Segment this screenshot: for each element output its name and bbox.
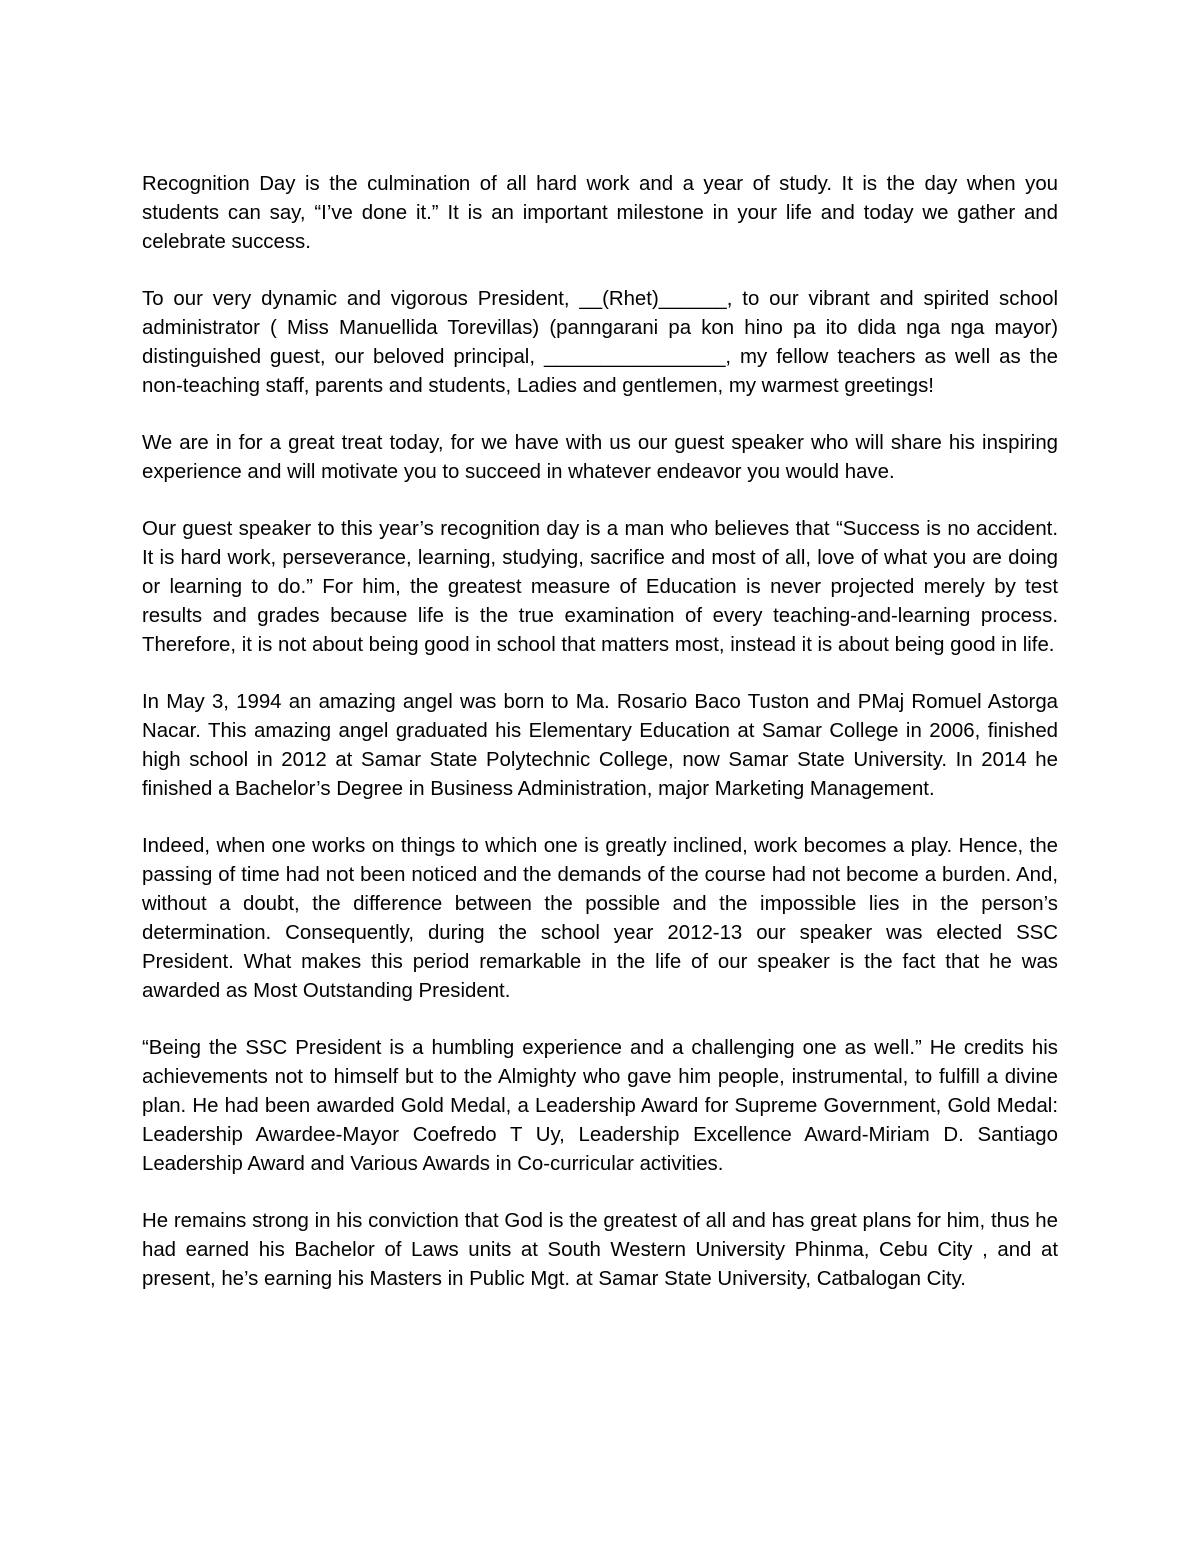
paragraph-greetings: To our very dynamic and vigorous President, __(Rhet)______, to our vibrant and spirited school administrator ( Miss Manuellida Torevillas) (panngarani pa kon hino pa ito dida nga nga mayor) distinguished guest, our beloved principal, ________________, my fellow teachers as well as the non-teaching staff, parents and students, Ladies and gentlemen, my warmest greetings! xyxy=(142,288,1058,397)
document-body xyxy=(142,170,1058,1294)
paragraph-achievement: Indeed, when one works on things to which one is greatly inclined, work becomes a play. Hence, the passing of time had not been noticed and the demands of the course had not become a burden. And, without a doubt, the difference between the possible and the impossible lies in the person’s determination. Consequently, during the school year 2012-13 our speaker was elected SSC President. What makes this period remarkable in the life of our speaker is the fact that he was awarded as Most Outstanding President. xyxy=(142,835,1058,1002)
paragraph-current-studies: He remains strong in his conviction that God is the greatest of all and has great plans for him, thus he had earned his Bachelor of Laws units at South Western University Phinma, Cebu City , and at present, he’s earning his Masters in Public Mgt. at Samar State University, Catbalogan City. xyxy=(142,1210,1058,1290)
paragraph-awards: “Being the SSC President is a humbling experience and a challenging one as well.” He credits his achievements not to himself but to the Almighty who gave him people, instrumental, to fulfill a divine plan. He had been awarded Gold Medal, a Leadership Award for Supreme Government, Gold Medal: Leadership Awardee-Mayor Coefredo T Uy, Leadership Excellence Award-Miriam D. Santiago Leadership Award and Various Awards in Co-curricular activities. xyxy=(142,1037,1058,1175)
paragraph-guest-intro: We are in for a great treat today, for we have with us our guest speaker who will share his inspiring experience and will motivate you to succeed in whatever endeavor you would have. xyxy=(142,432,1058,483)
paragraph-background: In May 3, 1994 an amazing angel was born to Ma. Rosario Baco Tuston and PMaj Romuel Astorga Nacar. This amazing angel graduated his Elementary Education at Samar College in 2006, finished high school in 2012 at Samar State Polytechnic College, now Samar State University. In 2014 he finished a Bachelor’s Degree in Business Administration, major Marketing Management. xyxy=(142,691,1058,800)
paragraph-opening: Recognition Day is the culmination of all hard work and a year of study. It is the day when you students can say, “I’ve done it.” It is an important milestone in your life and today we gather and celebrate success. xyxy=(142,173,1058,253)
paragraph-speaker-belief: Our guest speaker to this year’s recognition day is a man who believes that “Success is no accident. It is hard work, perseverance, learning, studying, sacrifice and most of all, love of what you are doing or learning to do.” For him, the greatest measure of Education is never projected merely by test results and grades because life is the true examination of every teaching-and-learning process. Therefore, it is not about being good in school that matters most, instead it is about being good in life. xyxy=(142,518,1058,656)
